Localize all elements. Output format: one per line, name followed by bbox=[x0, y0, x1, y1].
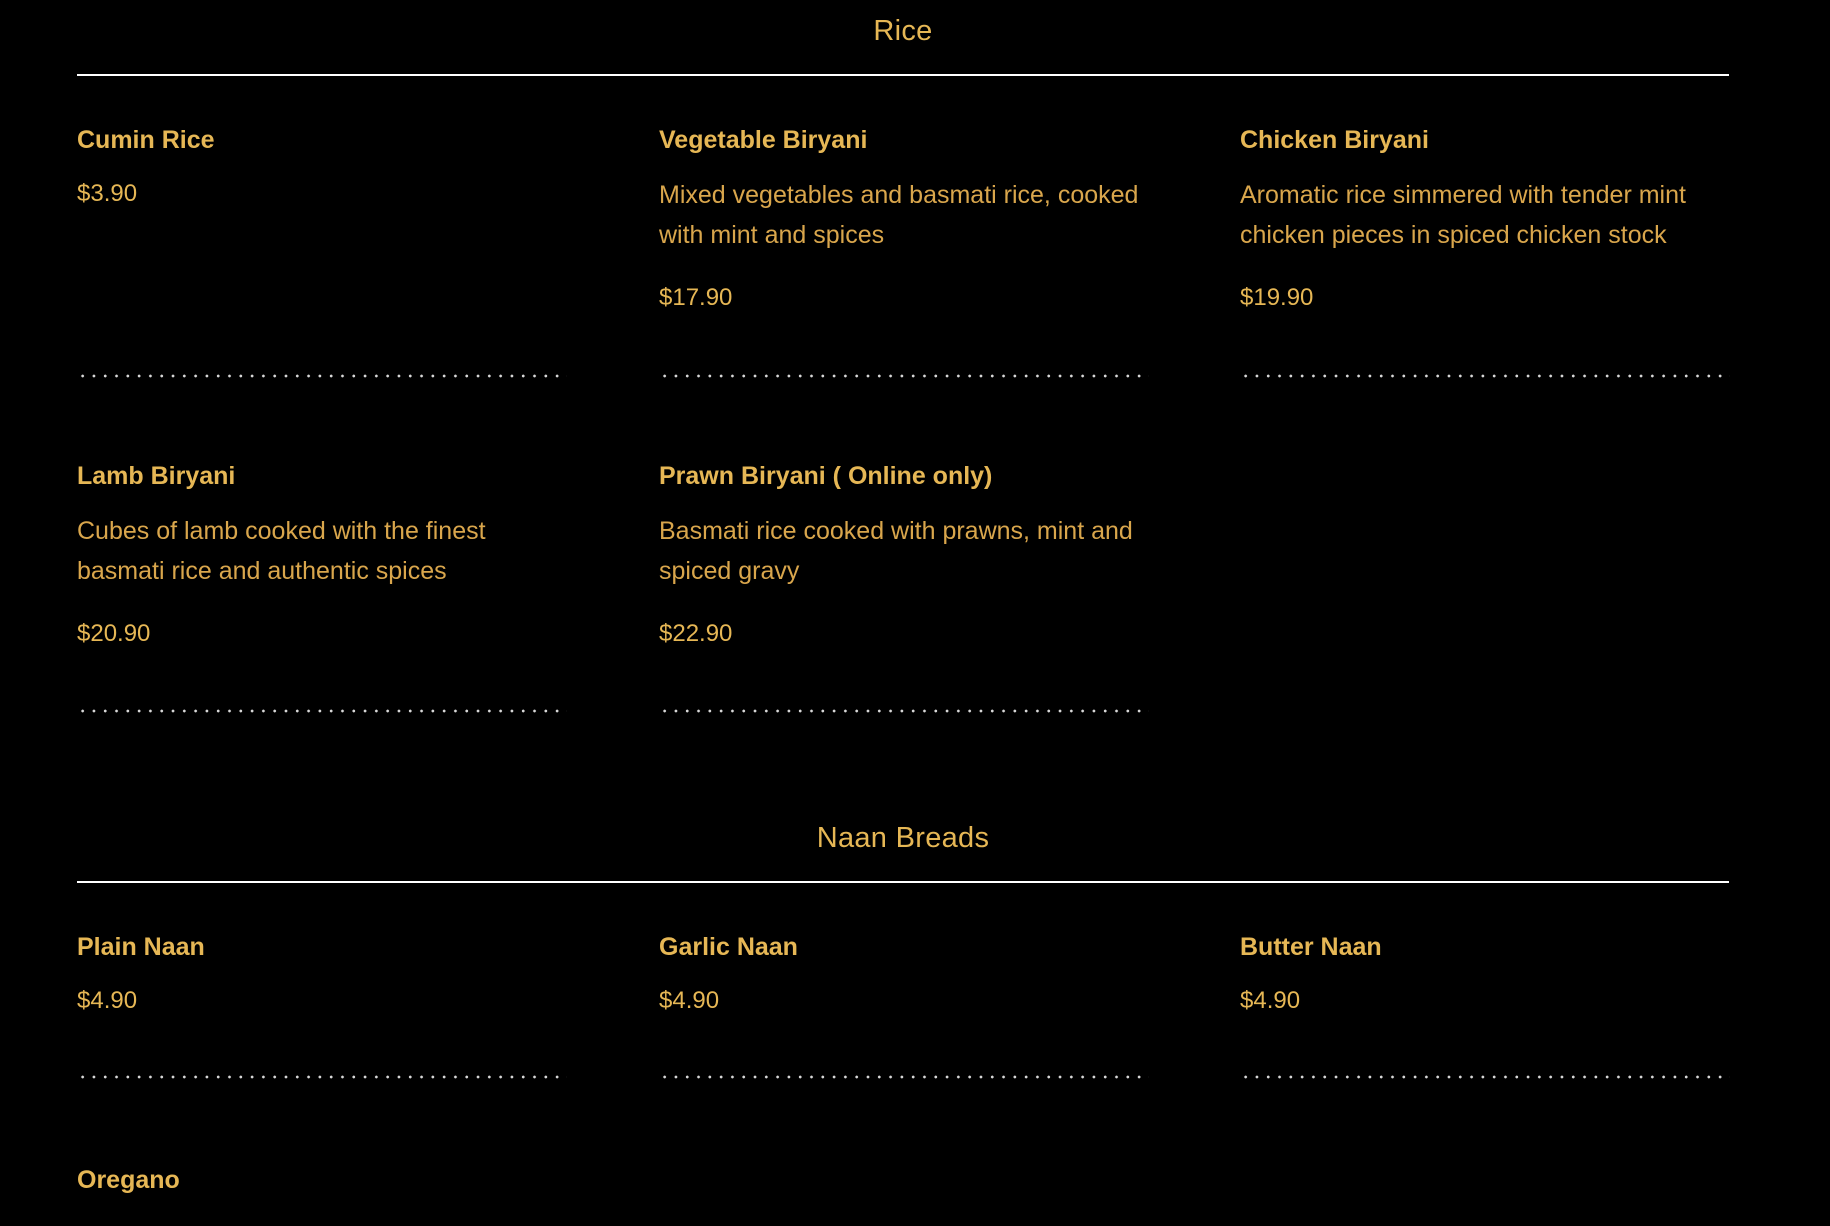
item-price: $20.90 bbox=[77, 620, 151, 647]
section-title: Rice bbox=[873, 15, 933, 47]
item-name: Garlic Naan bbox=[659, 933, 798, 961]
item-name: Lamb Biryani bbox=[77, 462, 236, 490]
dotted-separator bbox=[77, 1075, 567, 1079]
item-price: $17.90 bbox=[659, 284, 733, 311]
dotted-separator bbox=[77, 374, 567, 378]
dotted-separator bbox=[1240, 374, 1730, 378]
menu-item[interactable] bbox=[77, 932, 567, 1092]
dotted-separator bbox=[1240, 1075, 1730, 1079]
section-divider bbox=[77, 881, 1729, 883]
dotted-separator bbox=[659, 709, 1149, 713]
item-price: $22.90 bbox=[659, 620, 733, 647]
item-price: $4.90 bbox=[659, 987, 720, 1014]
menu-item[interactable] bbox=[77, 461, 567, 721]
item-description: Mixed vegetables and basmati rice, cooked with mint and spices bbox=[659, 181, 1139, 249]
item-price: $4.90 bbox=[77, 987, 138, 1014]
item-description: Cubes of lamb cooked with the finest basmati rice and authentic spices bbox=[77, 517, 486, 585]
item-name: Vegetable Biryani bbox=[659, 126, 868, 154]
item-description: Basmati rice cooked with prawns, mint and spiced gravy bbox=[659, 517, 1133, 585]
menu-item[interactable] bbox=[77, 125, 567, 385]
menu-item[interactable] bbox=[1240, 125, 1730, 385]
item-price: $19.90 bbox=[1240, 284, 1314, 311]
item-name: Butter Naan bbox=[1240, 933, 1382, 961]
item-name: Prawn Biryani ( Online only) bbox=[659, 462, 993, 490]
item-name: Cumin Rice bbox=[77, 126, 215, 154]
item-name: Chicken Biryani bbox=[1240, 126, 1429, 154]
item-name: Plain Naan bbox=[77, 933, 205, 961]
menu-item[interactable] bbox=[77, 1165, 567, 1226]
dotted-separator bbox=[659, 374, 1149, 378]
menu-item[interactable] bbox=[1240, 932, 1730, 1092]
menu-item[interactable] bbox=[659, 461, 1149, 721]
section-title: Naan Breads bbox=[816, 822, 990, 854]
section-divider bbox=[77, 74, 1729, 76]
menu-item[interactable] bbox=[659, 932, 1149, 1092]
item-price: $4.90 bbox=[1240, 987, 1301, 1014]
dotted-separator bbox=[659, 1075, 1149, 1079]
item-price: $3.90 bbox=[77, 180, 138, 207]
item-name: Oregano bbox=[77, 1166, 180, 1194]
item-description: Aromatic rice simmered with tender mint chicken pieces in spiced chicken stock bbox=[1240, 181, 1686, 249]
dotted-separator bbox=[77, 709, 567, 713]
menu-item[interactable] bbox=[659, 125, 1149, 385]
